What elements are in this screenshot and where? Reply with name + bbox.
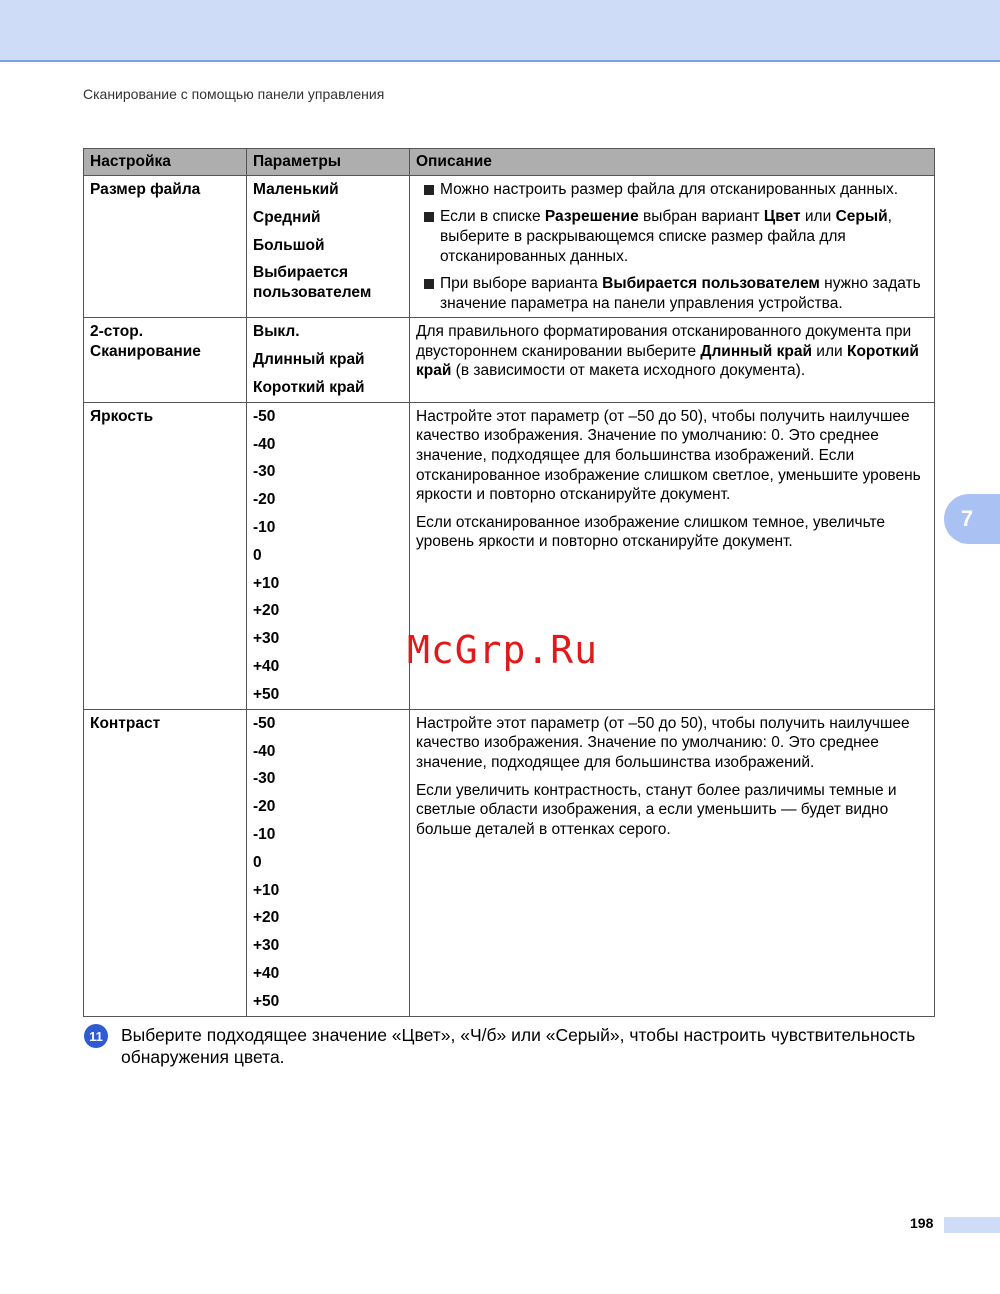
param-value: -50 xyxy=(253,407,276,425)
param-value: +40 xyxy=(253,657,280,675)
desc-text: или xyxy=(812,342,847,360)
desc-paragraph: Если отсканированное изображение слишком темное, увеличьте уровень яркости и повторно отсканируйте документ. xyxy=(416,513,886,551)
bullet-square-icon xyxy=(424,185,434,195)
setting-name: Размер файла xyxy=(84,176,247,318)
param-value: +10 xyxy=(253,881,280,899)
bullet-text: , выберите в раскрывающемся списке размер файла для отсканированных данных. xyxy=(440,208,892,265)
desc-bold: Длинный край xyxy=(700,342,812,360)
bullet-text: нужно задать значение параметра на панели управления устройства. xyxy=(440,274,921,312)
bullet-item xyxy=(416,180,928,200)
chapter-tab xyxy=(944,494,1000,544)
param-value: 0 xyxy=(253,853,262,871)
footer-band xyxy=(944,1217,1000,1233)
param-value: Маленький xyxy=(253,181,339,198)
param-value: -10 xyxy=(253,825,276,843)
param-value: -30 xyxy=(253,770,276,788)
desc-text: (в зависимости от макета исходного документа). xyxy=(451,362,806,380)
param-value: +40 xyxy=(253,964,280,982)
param-value: 0 xyxy=(253,546,262,564)
param-value: -50 xyxy=(253,714,276,732)
chapter-number: 7 xyxy=(960,506,974,531)
param-value: +50 xyxy=(253,992,280,1010)
bullet-square-icon xyxy=(424,212,434,222)
bullet-text: При выборе варианта xyxy=(440,274,603,292)
param-value: -20 xyxy=(253,798,276,816)
header-band xyxy=(0,0,1000,62)
param-value: -40 xyxy=(253,742,276,760)
param-value: Большой xyxy=(253,236,325,254)
bullet-text: Если в списке xyxy=(440,208,545,226)
table-header-row xyxy=(84,149,935,176)
desc-text: Для правильного форматирования отсканированного документа при двустороннем сканировании выберите xyxy=(416,323,912,360)
bullet-item xyxy=(416,207,928,266)
param-value: Длинный край xyxy=(253,350,365,368)
param-value: -10 xyxy=(253,518,276,536)
bullet-bold: Цвет xyxy=(763,208,801,226)
description xyxy=(410,176,935,318)
bullet-bold: Разрешение xyxy=(544,208,639,226)
setting-name: Контраст xyxy=(84,709,247,1016)
header-setting: Настройка xyxy=(84,149,247,176)
param-value: +10 xyxy=(253,574,280,592)
param-list xyxy=(247,709,410,1016)
param-value: -30 xyxy=(253,463,276,481)
description xyxy=(410,318,935,403)
param-value: Выбирается пользователем xyxy=(253,264,372,302)
header-description: Описание xyxy=(410,149,935,176)
bullet-square-icon xyxy=(424,279,434,289)
param-value: +30 xyxy=(253,937,280,955)
param-value: +50 xyxy=(253,685,280,703)
header-params: Параметры xyxy=(247,149,410,176)
param-value: +30 xyxy=(253,630,280,648)
desc-paragraph: Если увеличить контрастность, станут более различимы темные и светлые области изображения, а если уменьшить — будет видно больше деталей в оттенках серого. xyxy=(416,781,897,838)
bullet-bold: Серый xyxy=(835,208,888,226)
param-list xyxy=(247,176,410,318)
param-list xyxy=(247,402,410,709)
description xyxy=(410,709,935,1016)
setting-name: Яркость xyxy=(84,402,247,709)
setting-name: 2-стор. Сканирование xyxy=(84,318,247,403)
table-row xyxy=(84,318,935,403)
bullet-text: выбран вариант xyxy=(638,208,764,226)
watermark: McGrp.Ru xyxy=(407,628,599,672)
param-value: Короткий край xyxy=(253,378,365,396)
param-value: -20 xyxy=(253,491,276,509)
table-row xyxy=(84,176,935,318)
desc-paragraph: Настройте этот параметр (от –50 до 50), чтобы получить наилучшее качество изображения. Значение по умолчанию: 0. Это среднее значение, подходящее для большинства изображений. xyxy=(416,714,910,771)
param-value: Средний xyxy=(253,208,321,226)
step-text: Выберите подходящее значение «Цвет», «Ч/б» или «Серый», чтобы настроить чувствительность обнаружения цвета. xyxy=(121,1025,916,1067)
page-number: 198 xyxy=(910,1215,934,1231)
step-instruction xyxy=(84,1024,944,1068)
param-value: +20 xyxy=(253,602,280,620)
step-number-badge: 11 xyxy=(84,1024,108,1048)
param-value: +20 xyxy=(253,909,280,927)
param-value: -40 xyxy=(253,435,276,453)
bullet-item xyxy=(416,274,928,313)
table-row xyxy=(84,709,935,1016)
settings-table xyxy=(83,148,935,1017)
desc-paragraph: Настройте этот параметр (от –50 до 50), чтобы получить наилучшее качество изображения. Значение по умолчанию: 0. Это среднее значение, подходящее для большинства изображений. Если отсканированное изображение слишком светлое, уменьшите уровень яркости и повторно отсканируйте документ. xyxy=(416,407,921,504)
bullet-bold: Выбирается пользователем xyxy=(602,274,820,292)
param-list xyxy=(247,318,410,403)
desc-bold: Короткий край xyxy=(416,342,919,380)
param-value: Выкл. xyxy=(253,323,300,341)
bullet-text: Можно настроить размер файла для отсканированных данных. xyxy=(440,181,899,198)
breadcrumb: Сканирование с помощью панели управления xyxy=(83,86,385,102)
bullet-text: или xyxy=(800,208,836,226)
